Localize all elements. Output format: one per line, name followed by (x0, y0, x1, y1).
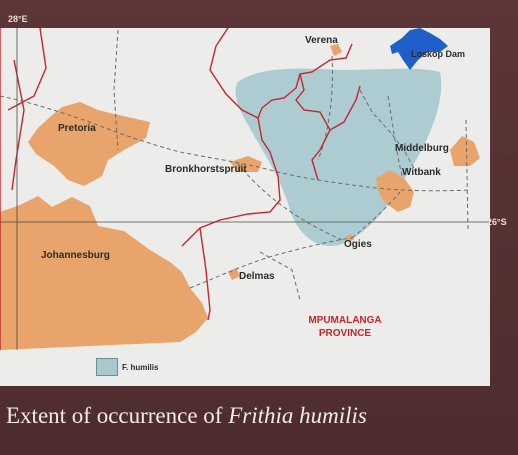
latitude-label: 26°S (487, 217, 507, 227)
label-loskop-dam: Loskop Dam (411, 49, 466, 59)
legend-label: F. humilis (122, 363, 159, 372)
label-witbank: Witbank (402, 167, 441, 178)
label-verena: Verena (305, 35, 338, 46)
label-middelburg: Middelburg (395, 143, 449, 154)
label-johannesburg: Johannesburg (41, 250, 110, 261)
caption-species: Frithia humilis (228, 403, 367, 428)
map-caption (6, 404, 367, 427)
legend-swatch (96, 358, 118, 376)
label-bronkhorstspruit: Bronkhorstspruit (165, 164, 247, 175)
map-panel (0, 28, 490, 386)
middelburg-urban-area (450, 136, 480, 166)
province-boundary (8, 28, 46, 110)
map-canvas (0, 28, 490, 386)
province-label (290, 315, 400, 340)
species-range-area (236, 69, 442, 246)
caption-prefix: Extent of occurrence of (6, 403, 229, 428)
label-pretoria: Pretoria (58, 123, 96, 134)
province-boundary (12, 60, 24, 190)
johannesburg-urban-area (0, 196, 208, 350)
road-line (466, 120, 468, 230)
province-label-line-1: MPUMALANGA (308, 315, 382, 326)
pretoria-urban-area (28, 102, 150, 186)
label-ogies: Ogies (344, 239, 372, 250)
longitude-label: 28°E (8, 14, 28, 24)
province-label-line-2: PROVINCE (318, 327, 372, 339)
label-delmas: Delmas (239, 271, 275, 282)
